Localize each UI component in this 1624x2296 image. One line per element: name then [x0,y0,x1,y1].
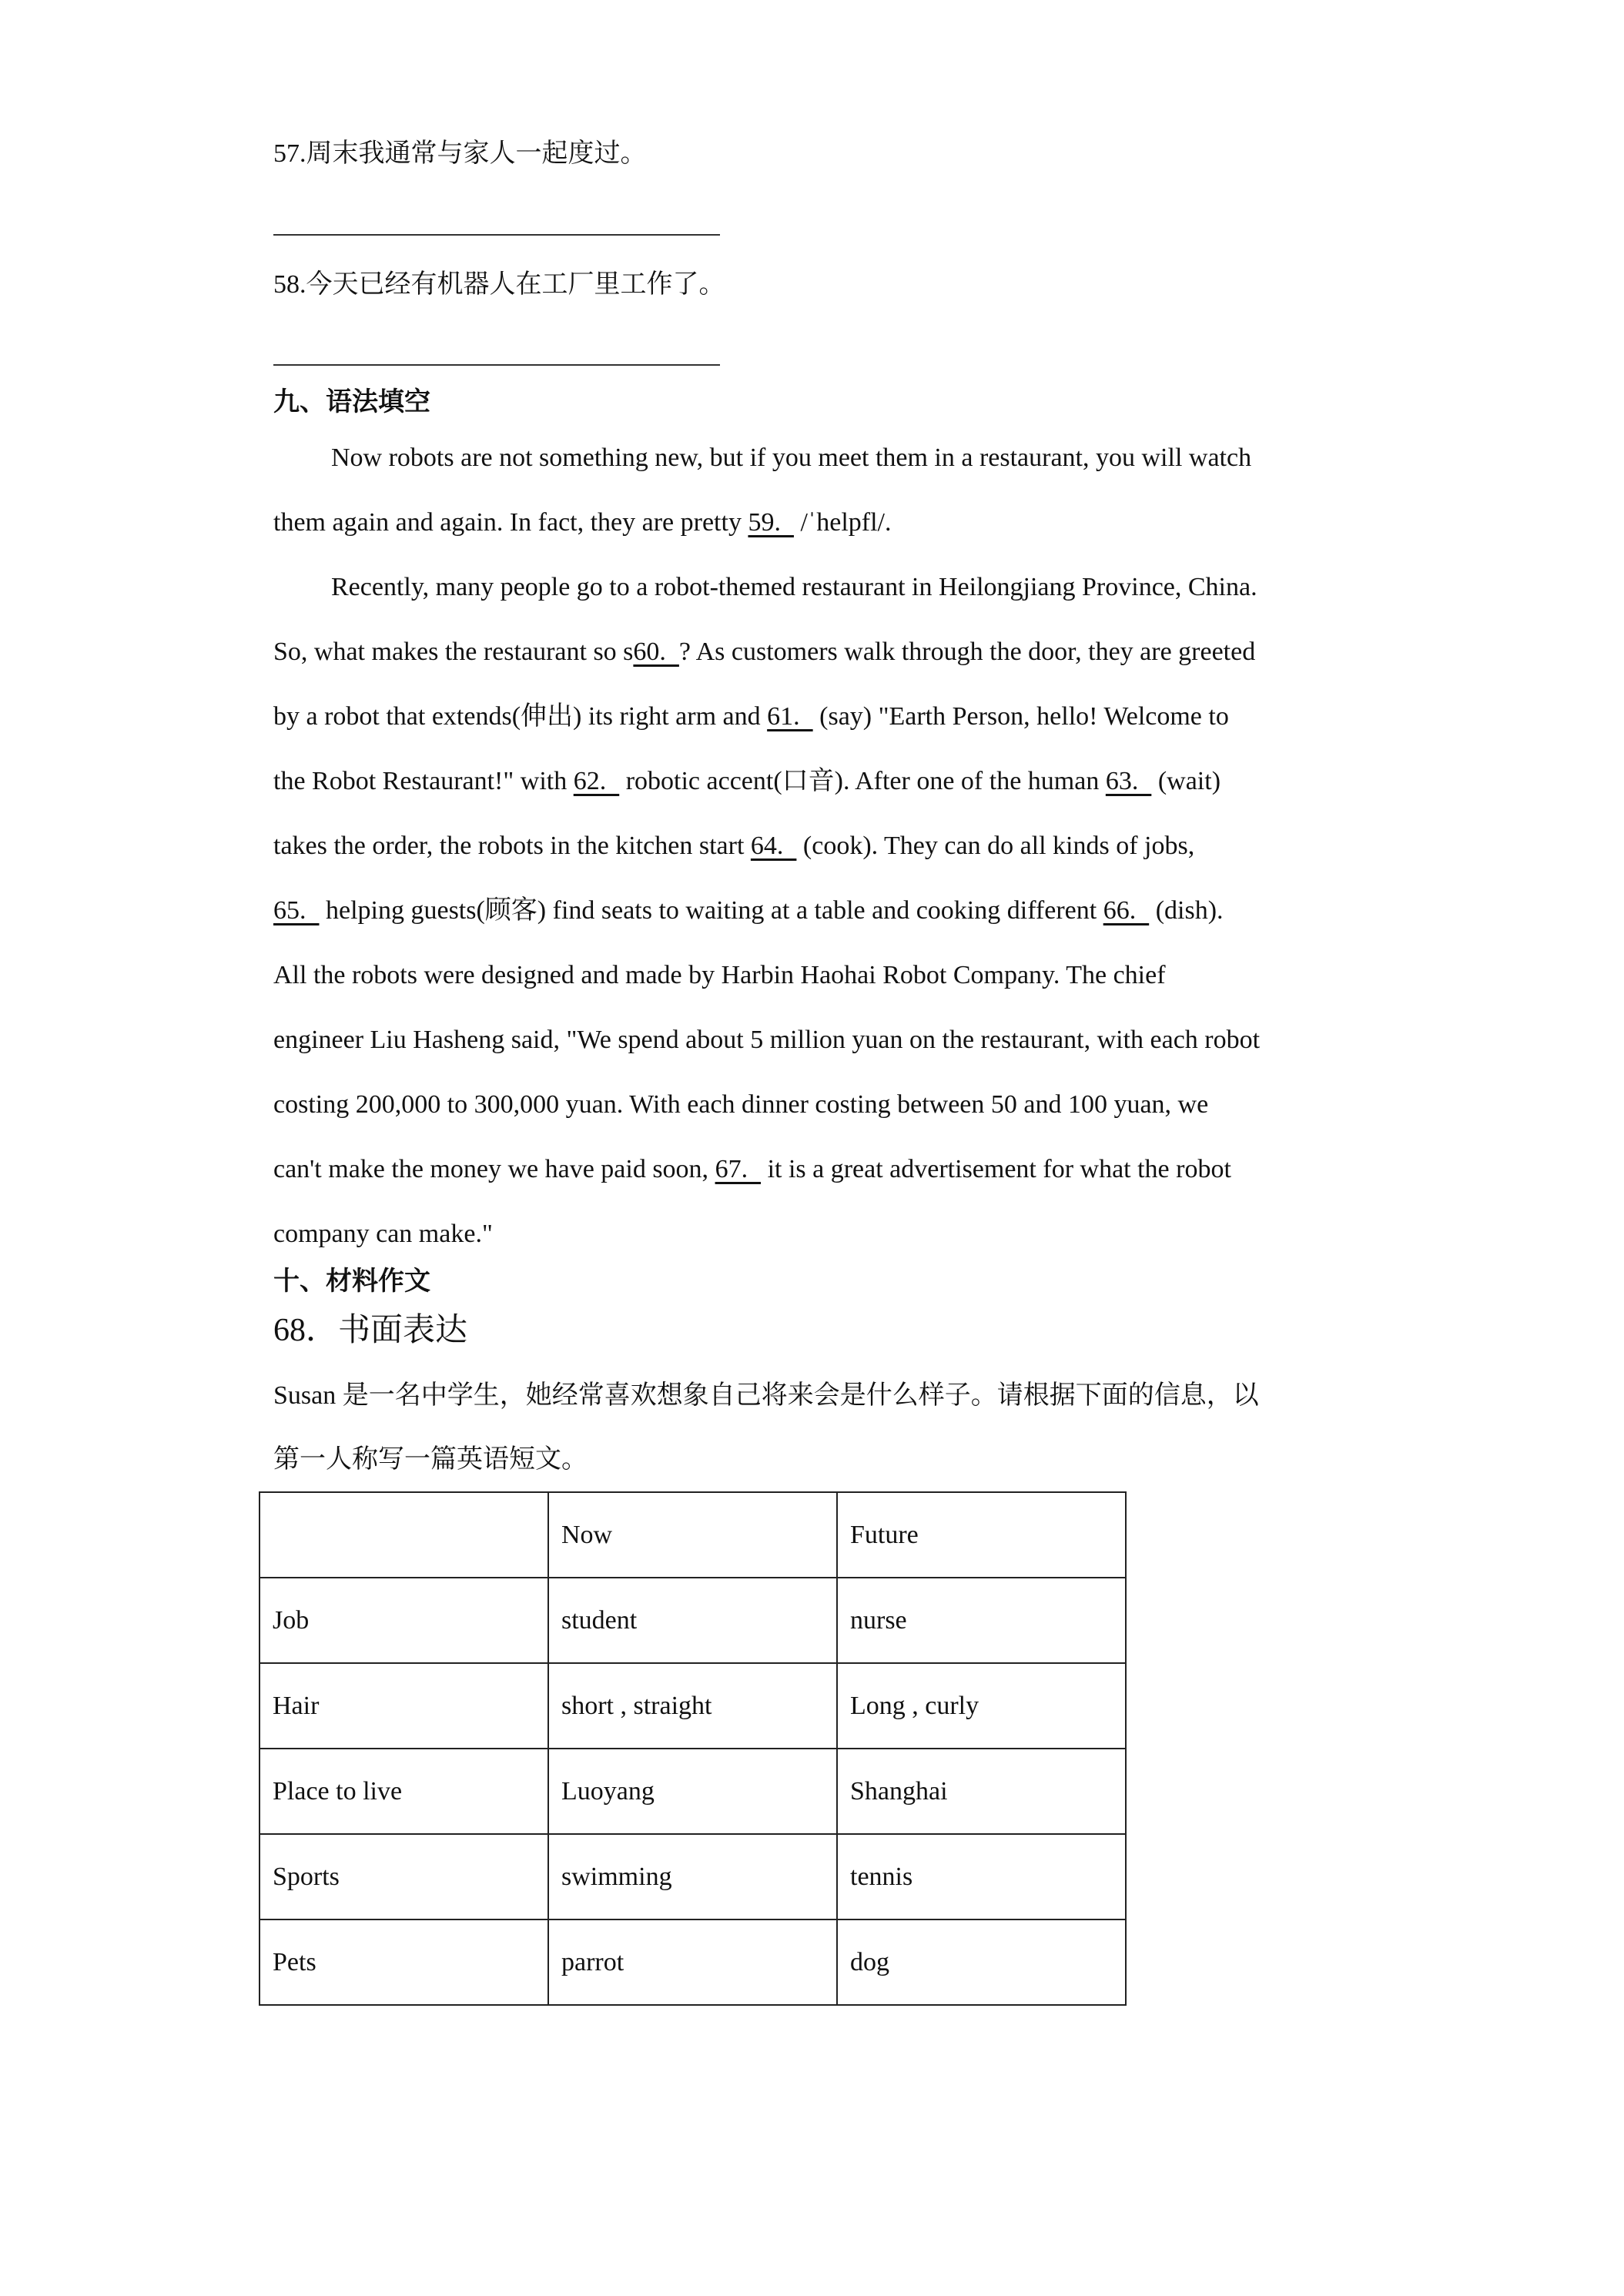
blank-61[interactable]: 61. [767,702,813,731]
writing-instructions: 第一人称写一篇英语短文。 [273,1445,588,1474]
section-heading-grammar: 九、语法填空 [273,388,430,417]
table-cell: parrot [548,1919,837,2005]
blank-63[interactable]: 63. [1105,767,1152,795]
passage-line: company can make." [273,1220,493,1248]
table-cell: student [548,1578,837,1663]
blank-66[interactable]: 66. [1103,896,1150,925]
passage-line: Recently, many people go to a robot-themed restaurant in Heilongjiang Province, China. [331,573,1257,601]
table-cell: Place to live [260,1749,548,1834]
question-number: 58. [273,270,306,299]
blank-62[interactable]: 62. [573,767,620,795]
table-header-cell [260,1492,548,1578]
table-row [260,1749,1126,1834]
question-68: 68．书面表达 [273,1313,468,1348]
table-cell: Pets [260,1919,548,2005]
writing-instructions: Susan 是一名中学生，她经常喜欢想象自己将来会是什么样子。请根据下面的信息，以 [273,1381,1259,1410]
answer-line-58[interactable] [273,364,720,366]
table-cell: Long , curly [837,1663,1126,1749]
table-cell: short , straight [548,1663,837,1749]
question-prompt: 周末我通常与家人一起度过。 [306,139,647,168]
table-cell: Shanghai [837,1749,1126,1834]
section-heading-writing: 十、材料作文 [273,1267,430,1296]
question-57 [273,136,647,172]
passage-line: So, what makes the restaurant so s60. ? As customers walk through the door, they are greeted [273,638,1256,666]
table-cell: Hair [260,1663,548,1749]
table-cell: tennis [837,1834,1126,1919]
blank-64[interactable]: 64. [750,832,797,860]
table-cell: dog [837,1919,1126,2005]
passage-line: costing 200,000 to 300,000 yuan. With each dinner costing between 50 and 100 yuan, we [273,1090,1209,1119]
passage-line: Now robots are not something new, but if you meet them in a restaurant, you will watch [331,443,1252,472]
passage-line: them again and again. In fact, they are pretty 59. /ˈhelpfl/. [273,508,892,537]
info-table [259,1491,1127,2006]
passage-line: 65. helping guests(顾客) find seats to waiting at a table and cooking different 66. (dish). [273,896,1224,925]
table-header-cell: Future [837,1492,1126,1578]
table-row [260,1919,1126,2005]
table-cell: Sports [260,1834,548,1919]
table-cell: Luoyang [548,1749,837,1834]
blank-65[interactable]: 65. [273,896,320,925]
passage-line: engineer Liu Hasheng said, "We spend about 5 million yuan on the restaurant, with each robot [273,1026,1261,1054]
passage-line: All the robots were designed and made by Harbin Haohai Robot Company. The chief [273,961,1166,989]
passage-line: the Robot Restaurant!" with 62. robotic accent(口音). After one of the human 63. (wait) [273,767,1221,795]
blank-67[interactable]: 67. [715,1155,762,1183]
passage-line: by a robot that extends(伸出) its right arm and 61. (say) "Earth Person, hello! Welcome to [273,702,1229,731]
passage-line: can't make the money we have paid soon, 67. it is a great advertisement for what the robot [273,1155,1231,1183]
table-cell: Job [260,1578,548,1663]
question-prompt: 今天已经有机器人在工厂里工作了。 [306,270,725,299]
table-row [260,1663,1126,1749]
table-header-cell: Now [548,1492,837,1578]
answer-line-57[interactable] [273,234,720,236]
table-header-row [260,1492,1126,1578]
question-number: 57. [273,139,306,168]
blank-60[interactable]: 60. [633,638,679,666]
table-cell: swimming [548,1834,837,1919]
passage-line: takes the order, the robots in the kitchen start 64. (cook). They can do all kinds of jobs, [273,832,1195,860]
table-row [260,1834,1126,1919]
table-row [260,1578,1126,1663]
blank-59[interactable]: 59. [748,508,794,537]
table-cell: nurse [837,1578,1126,1663]
question-58 [273,267,725,303]
